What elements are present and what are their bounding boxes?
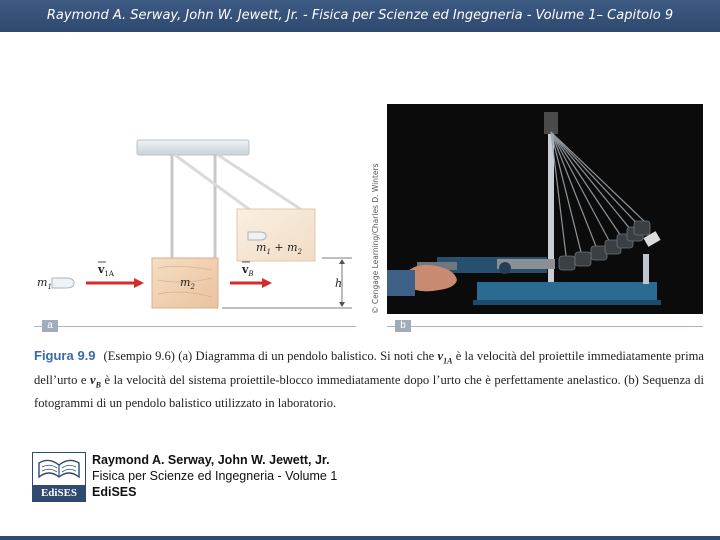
label-m1: $m_1$ bbox=[37, 276, 52, 291]
citation-authors: Raymond A. Serway, John W. Jewett, Jr. bbox=[92, 453, 330, 467]
panel-label-b: b bbox=[395, 320, 411, 332]
caption-part2: è la velocità del proiettile immediatamente prima dell’urto e bbox=[34, 349, 704, 387]
panel-a-rule bbox=[34, 326, 356, 327]
book-icon bbox=[33, 453, 85, 485]
figure-a-diagram bbox=[34, 128, 356, 338]
figure-caption bbox=[34, 346, 704, 413]
label-combined: $m_1 + m_2$ bbox=[256, 241, 303, 256]
caption-part3: è la velocità del sistema proiettile-blocco immediatamente dopo l’urto che è perfettamente anelastico. (b) Sequenza di fotogrammi di un pendolo balistico utilizzato in laboratorio. bbox=[34, 372, 704, 411]
photo-credit: © Cengage Learning/Charles D. Winters bbox=[371, 163, 380, 314]
string bbox=[175, 155, 250, 210]
publisher-logo bbox=[32, 452, 86, 502]
caption-part1: (Esempio 9.6) (a) Diagramma di un pendolo balistico. Si noti che bbox=[103, 349, 438, 363]
bullet-m1 bbox=[52, 278, 74, 288]
figure-b-photo bbox=[387, 104, 703, 314]
string bbox=[218, 155, 302, 210]
panel-b-rule bbox=[387, 326, 703, 327]
label-m2: $m_2$ bbox=[180, 276, 195, 291]
header-title: Raymond A. Serway, John W. Jewett, Jr. - Fisica per Scienze ed Ingegneria - Volume 1– Capitolo 9 bbox=[46, 8, 674, 23]
caption-vb: $v_B$ bbox=[90, 372, 101, 390]
label-v1a: $v_{1A}$ bbox=[98, 263, 114, 278]
panel-label-a: a bbox=[42, 320, 58, 332]
arrow-v1a bbox=[134, 278, 144, 288]
label-vb: $v_B$ bbox=[242, 263, 254, 278]
logo-wordmark: EdiSES bbox=[33, 485, 85, 501]
ceiling-support bbox=[137, 140, 249, 155]
citation-title: Fisica per Scienze ed Ingegneria - Volume 1 bbox=[92, 469, 338, 483]
figure-number: Figura 9.9 bbox=[34, 348, 96, 363]
arrow-vb bbox=[262, 278, 272, 288]
book-citation bbox=[92, 452, 337, 500]
caption-v1a: $v_{1A}$ bbox=[437, 349, 453, 366]
citation-publisher: EdiSES bbox=[92, 485, 137, 499]
bullet-embedded bbox=[248, 232, 266, 240]
header-bar bbox=[0, 0, 720, 32]
label-h: h bbox=[335, 277, 343, 290]
footer-line bbox=[0, 536, 720, 540]
